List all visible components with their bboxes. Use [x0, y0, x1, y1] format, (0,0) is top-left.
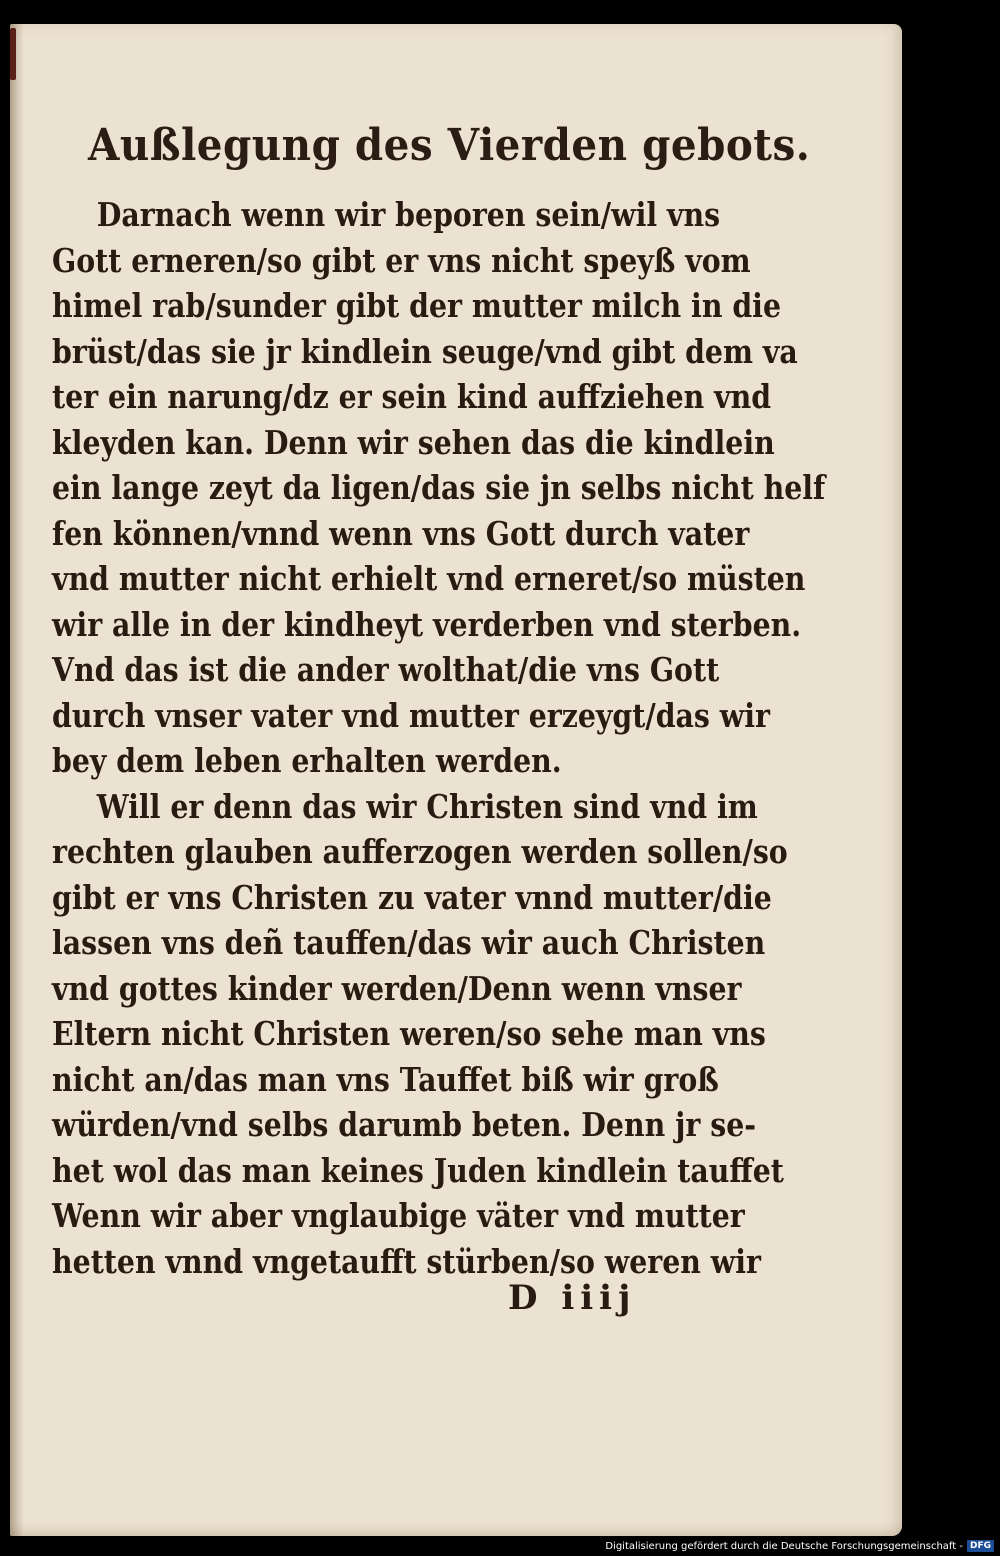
text-line: himel rab/sunder gibt der mutter milch in die [52, 286, 782, 325]
credit-text: Digitalisierung gefördert durch die Deutsche Forschungsgemeinschaft - [605, 1540, 963, 1552]
text-line: het wol das man keines Juden kindlein tauffet [52, 1150, 784, 1190]
text-line: Gott erneren/so gibt er vns nicht speyß vom [52, 240, 751, 280]
digitization-credit [605, 1540, 994, 1552]
page-heading: Außlegung des Vierden gebots. [88, 120, 811, 171]
text-line: ein lange zeyt da ligen/das sie jn selbs nicht helf [52, 468, 826, 507]
binding-edge [10, 28, 16, 80]
text-line: Vnd das ist die ander wolthat/die vns Gott [52, 650, 720, 689]
text-line: wir alle in der kindheyt verderben vnd sterben. [52, 604, 802, 644]
text-line: Darnach wenn wir beporen sein/wil vns [96, 195, 721, 234]
text-line: durch vnser vater vnd mutter erzeygt/das wir [52, 695, 770, 735]
text-line: nicht an/das man vns Tauffet biß wir groß [52, 1059, 719, 1099]
text-line: hetten vnnd vngetaufft stürben/so weren wir [52, 1241, 761, 1281]
text-line: vnd mutter nicht erhielt vnd erneret/so müsten [52, 559, 806, 598]
dfg-logo: DFG [967, 1540, 994, 1552]
text-line: fen können/vnnd wenn vns Gott durch vater [52, 513, 750, 553]
text-line: Eltern nicht Christen weren/so sehe man vns [52, 1014, 766, 1053]
text-line: Will er denn das wir Christen sind vnd im [96, 786, 758, 826]
text-line: gibt er vns Christen zu vater vnnd mutter/die [52, 877, 772, 917]
signature-mark: D iiij [508, 1278, 637, 1318]
text-line: kleyden kan. Denn wir sehen das die kindlein [52, 422, 775, 462]
text-line: vnd gottes kinder werden/Denn wenn vnser [52, 968, 742, 1008]
text-line: bey dem leben erhalten werden. [52, 741, 562, 780]
body-text [52, 192, 826, 1284]
text-line: lassen vns deñ tauffen/das wir auch Christen [52, 923, 766, 962]
text-line: würden/vnd selbs darumb beten. Denn jr se- [52, 1105, 757, 1144]
text-line: rechten glauben aufferzogen werden sollen/so [52, 832, 788, 871]
text-line: Wenn wir aber vnglaubige väter vnd mutter [52, 1196, 745, 1235]
text-line: ter ein narung/dz er sein kind auffziehen vnd [52, 377, 772, 416]
book-page [10, 24, 902, 1536]
text-line: brüst/das sie jr kindlein seuge/vnd gibt dem va [52, 331, 798, 371]
